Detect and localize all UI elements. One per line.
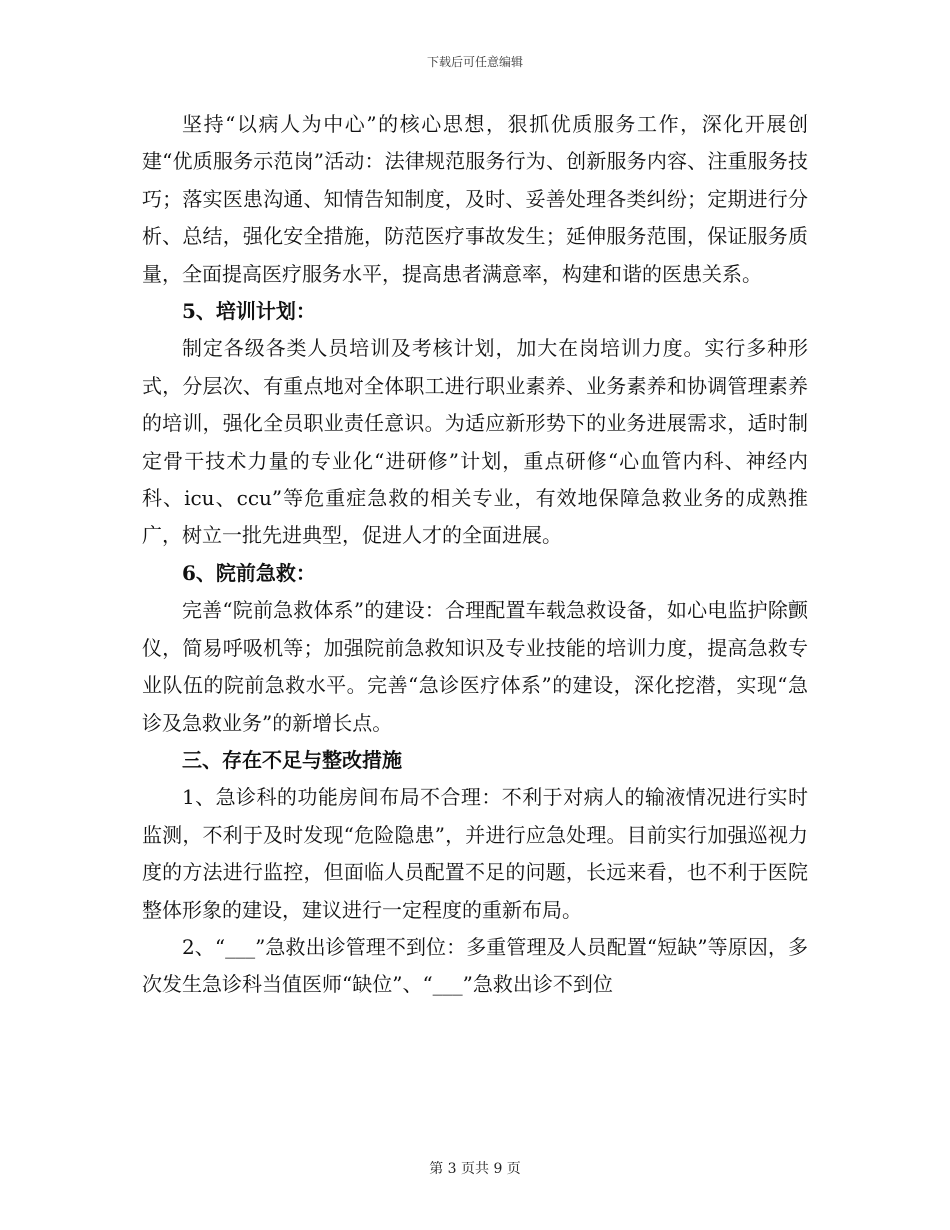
heading-prehospital: 6、院前急救： (182, 560, 316, 585)
page-footer: 第 3 页共 9 页 (429, 1161, 521, 1177)
paragraph-dispatch-issue: 2、“___”急救出诊管理不到位：多重管理及人员配置“短缺”等原因，多次发生急诊科当值医师“缺位”、“___”急救出诊不到位 (142, 934, 808, 997)
heading-training-plan: 5、培训计划： (182, 299, 316, 324)
paragraph-layout-issue: 1、急诊科的功能房间布局不合理：不利于对病人的输液情况进行实时监测，不利于及时发现“危险隐患”，并进行应急处理。目前实行加强巡视力度的方法进行监控，但面临人员配置不足的问题，长远来看，也不利于医院整体形象的建设，建议进行一定程度的重新布局。 (142, 785, 808, 922)
document-body (142, 106, 808, 1004)
heading-shortcomings: 三、存在不足与整改措施 (182, 747, 402, 772)
paragraph-training: 制定各级各类人员培训及考核计划，加大在岗培训力度。实行多种形式，分层次、有重点地对全体职工进行职业素养、业务素养和协调管理素养的培训，强化全员职业责任意识。为适应新形势下的业务进展需求，适时制定骨干技术力量的专业化“进研修”计划，重点研修“心血管内科、神经内科、icu、ccu”等危重症急救的相关专业，有效地保障急救业务的成熟推广，树立一批先进典型，促进人才的全面进展。 (142, 336, 808, 548)
page-header: 下载后可任意编辑 (426, 55, 523, 69)
paragraph-prehospital: 完善“院前急救体系”的建设：合理配置车载急救设备，如心电监护除颤仪，简易呼吸机等；加强院前急救知识及专业技能的培训力度，提高急救专业队伍的院前急救水平。完善“急诊医疗体系”的建设，深化挖潜，实现“急诊及急救业务”的新增长点。 (142, 598, 808, 735)
paragraph-service: 坚持“以病人为中心”的核心思想，狠抓优质服务工作，深化开展创建“优质服务示范岗”活动：法律规范服务行为、创新服务内容、注重服务技巧；落实医患沟通、知情告知制度，及时、妥善处理各类纠纷；定期进行分析、总结，强化安全措施，防范医疗事故发生；延伸服务范围，保证服务质量，全面提高医疗服务水平，提高患者满意率，构建和谐的医患关系。 (142, 112, 808, 286)
